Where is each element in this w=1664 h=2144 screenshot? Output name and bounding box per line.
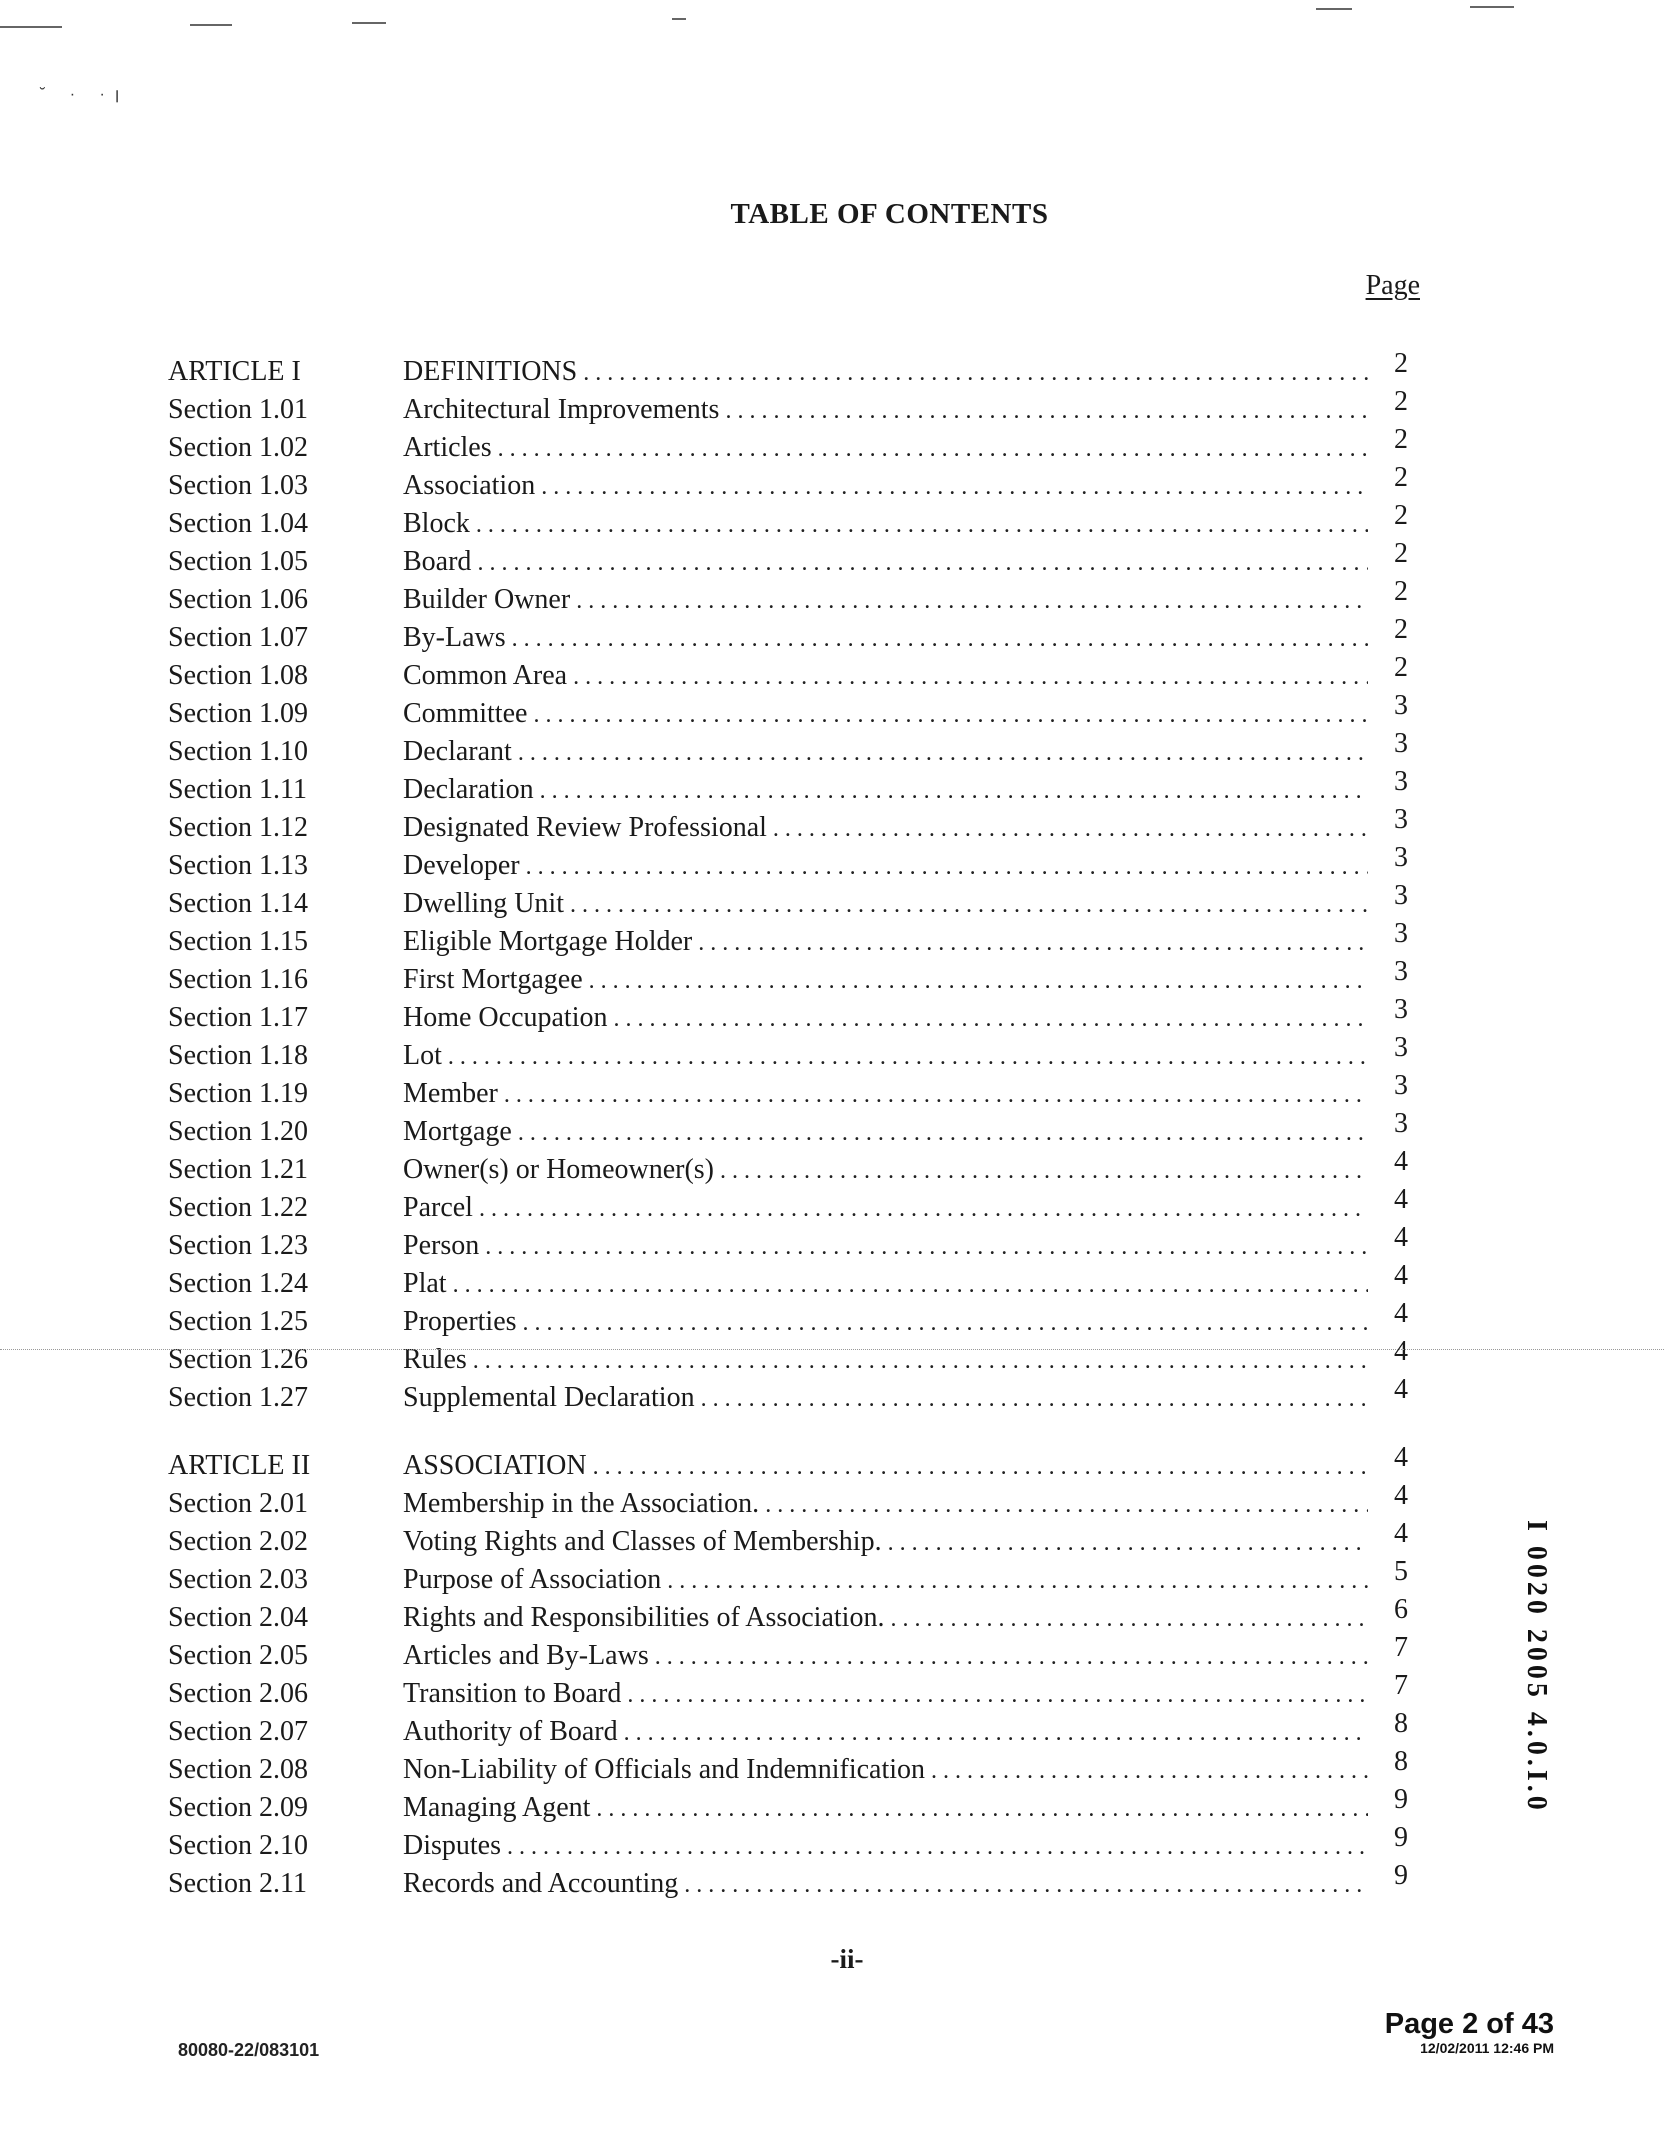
toc-entry xyxy=(168,1480,1408,1526)
toc-entry-label: Section 1.07 xyxy=(168,622,308,653)
toc-entry-page: 3 xyxy=(1394,880,1408,911)
toc-entry-label: Section 1.02 xyxy=(168,432,308,463)
dot-leader xyxy=(698,930,1368,957)
toc-entry-title: Board xyxy=(403,546,472,577)
toc-entry-label: Section 1.23 xyxy=(168,1230,308,1261)
toc-entry-title-cell xyxy=(403,736,1368,768)
toc-entry-label: Section 1.09 xyxy=(168,698,308,729)
toc-entry-title: Rules xyxy=(403,1344,467,1375)
dot-leader xyxy=(479,1196,1368,1223)
dot-leader xyxy=(931,1758,1368,1785)
toc-entry-page: 9 xyxy=(1394,1822,1408,1853)
toc-entry-title-cell xyxy=(403,1868,1368,1900)
toc-entry-label: Section 1.03 xyxy=(168,470,308,501)
scan-artifact xyxy=(1470,6,1514,8)
toc-entry-title: Non-Liability of Officials and Indemnification xyxy=(403,1754,926,1785)
toc-entry-label: Section 1.27 xyxy=(168,1382,308,1413)
toc-entry-title: Rights and Responsibilities of Association. xyxy=(403,1602,885,1633)
toc-entry-label: Section 1.11 xyxy=(168,774,307,805)
toc-entry xyxy=(168,348,1408,394)
toc-entry-title-cell xyxy=(403,926,1368,958)
toc-entry-title-cell xyxy=(403,1602,1368,1634)
toc-entry-title: Designated Review Professional xyxy=(403,812,767,843)
toc-entry-page: 3 xyxy=(1394,1070,1408,1101)
toc-entry xyxy=(168,386,1408,432)
toc-entry xyxy=(168,1442,1408,1488)
toc-entry xyxy=(168,1670,1408,1716)
toc-entry-title: Articles xyxy=(403,432,492,463)
toc-entry xyxy=(168,1860,1408,1906)
page-roman-numeral: -ii- xyxy=(830,1944,864,1974)
toc-entry-title: Supplemental Declaration xyxy=(403,1382,695,1413)
dot-leader xyxy=(507,1834,1368,1861)
toc-entry-label: Section 1.13 xyxy=(168,850,308,881)
toc-entry-page: 7 xyxy=(1394,1632,1408,1663)
toc-entry-title-cell xyxy=(403,1564,1368,1596)
dot-leader xyxy=(614,1006,1369,1033)
toc-entry-title: Plat xyxy=(403,1268,447,1299)
toc-entry xyxy=(168,1108,1408,1154)
dot-leader xyxy=(541,474,1368,501)
dot-leader xyxy=(518,1120,1368,1147)
toc-entry-page: 3 xyxy=(1394,690,1408,721)
toc-entry-title: Block xyxy=(403,508,470,539)
toc-entry-page: 4 xyxy=(1394,1298,1408,1329)
toc-entry-page: 2 xyxy=(1394,500,1408,531)
dot-leader xyxy=(533,702,1368,729)
toc-entry-label: Section 1.26 xyxy=(168,1344,308,1375)
toc-entry-label: Section 1.20 xyxy=(168,1116,308,1147)
toc-entry-title-cell xyxy=(403,1268,1368,1300)
dot-leader xyxy=(540,778,1368,805)
toc-entry xyxy=(168,1708,1408,1754)
toc-entry-label: ARTICLE I xyxy=(168,356,301,387)
toc-entry-title: Declarant xyxy=(403,736,512,767)
toc-entry-label: Section 1.25 xyxy=(168,1306,308,1337)
dot-leader xyxy=(596,1796,1368,1823)
dot-leader xyxy=(453,1272,1368,1299)
toc-entry-title: DEFINITIONS xyxy=(403,356,578,387)
toc-entry xyxy=(168,576,1408,622)
toc-entry xyxy=(168,652,1408,698)
dot-leader xyxy=(576,588,1368,615)
toc-entry-label: Section 1.24 xyxy=(168,1268,308,1299)
toc-entry-title-cell xyxy=(403,1716,1368,1748)
dot-leader xyxy=(498,436,1368,463)
toc-entry-page: 5 xyxy=(1394,1556,1408,1587)
toc-entry-title-cell xyxy=(403,888,1368,920)
toc-entry-page: 4 xyxy=(1394,1222,1408,1253)
toc-entry-title: Records and Accounting xyxy=(403,1868,679,1899)
toc-entry-title-cell xyxy=(403,508,1368,540)
toc-entry-title: Disputes xyxy=(403,1830,501,1861)
dot-leader xyxy=(624,1720,1368,1747)
toc-article-1 xyxy=(168,348,1408,1420)
toc-entry-label: Section 1.17 xyxy=(168,1002,308,1033)
toc-entry xyxy=(168,956,1408,1002)
dot-leader xyxy=(684,1872,1368,1899)
toc-entry xyxy=(168,804,1408,850)
toc-entry-title-cell xyxy=(403,812,1368,844)
toc-entry-page: 3 xyxy=(1394,804,1408,835)
toc-entry xyxy=(168,1260,1408,1306)
toc-entry-title-cell xyxy=(403,622,1368,654)
dot-leader xyxy=(473,1348,1368,1375)
toc-entry-label: Section 2.08 xyxy=(168,1754,308,1785)
toc-entry xyxy=(168,1822,1408,1868)
toc-entry-title: Parcel xyxy=(403,1192,473,1223)
toc-entry-label: Section 2.10 xyxy=(168,1830,308,1861)
scan-artifact xyxy=(0,26,62,28)
scan-artifact xyxy=(672,18,686,20)
toc-entry-label: Section 2.11 xyxy=(168,1868,307,1899)
toc-entry-title-cell xyxy=(403,850,1368,882)
dot-leader xyxy=(888,1530,1368,1557)
toc-entry-title: Declaration xyxy=(403,774,534,805)
toc-entry xyxy=(168,1070,1408,1116)
toc-entry-label: Section 2.02 xyxy=(168,1526,308,1557)
toc-entry-title: Common Area xyxy=(403,660,568,691)
toc-entry-title: Lot xyxy=(403,1040,442,1071)
toc-entry-label: Section 1.19 xyxy=(168,1078,308,1109)
toc-entry xyxy=(168,1518,1408,1564)
document-id: 80080-22/083101 xyxy=(178,2040,320,2060)
toc-entry xyxy=(168,1146,1408,1192)
toc-entry-title: Purpose of Association xyxy=(403,1564,662,1595)
dot-leader xyxy=(773,816,1368,843)
toc-entry xyxy=(168,766,1408,812)
toc-entry-page: 4 xyxy=(1394,1442,1408,1473)
toc-entry-label: Section 2.03 xyxy=(168,1564,308,1595)
toc-entry-title-cell xyxy=(403,774,1368,806)
dot-leader xyxy=(518,740,1368,767)
toc-entry xyxy=(168,424,1408,470)
toc-entry-title: Association xyxy=(403,470,536,501)
toc-entry xyxy=(168,1374,1408,1420)
toc-entry-title-cell xyxy=(403,1754,1368,1786)
toc-entry xyxy=(168,1556,1408,1602)
toc-entry-label: Section 1.18 xyxy=(168,1040,308,1071)
toc-entry-title-cell xyxy=(403,1116,1368,1148)
toc-entry-title: First Mortgagee xyxy=(403,964,583,995)
toc-entry-title-cell xyxy=(403,1488,1368,1520)
toc-entry-page: 3 xyxy=(1394,1032,1408,1063)
toc-entry-label: Section 1.14 xyxy=(168,888,308,919)
dot-leader xyxy=(627,1682,1368,1709)
toc-entry-title: Voting Rights and Classes of Membership. xyxy=(403,1526,882,1557)
toc-entry-title: Developer xyxy=(403,850,520,881)
toc-entry-label: Section 1.10 xyxy=(168,736,308,767)
toc-entry-label: Section 1.04 xyxy=(168,508,308,539)
toc-entry-title-cell xyxy=(403,1792,1368,1824)
toc-entry-title-cell xyxy=(403,1306,1368,1338)
dot-leader xyxy=(504,1082,1368,1109)
dot-leader xyxy=(720,1158,1368,1185)
toc-entry-label: Section 2.09 xyxy=(168,1792,308,1823)
toc-entry-label: Section 1.16 xyxy=(168,964,308,995)
toc-entry-title-cell xyxy=(403,1450,1368,1482)
toc-entry xyxy=(168,728,1408,774)
dot-leader xyxy=(512,626,1368,653)
toc-entry-page: 3 xyxy=(1394,956,1408,987)
toc-entry-page: 4 xyxy=(1394,1336,1408,1367)
toc-entry-page: 3 xyxy=(1394,1108,1408,1139)
toc-entry xyxy=(168,1222,1408,1268)
dot-leader xyxy=(890,1606,1368,1633)
dot-leader xyxy=(593,1454,1368,1481)
toc-entry-page: 7 xyxy=(1394,1670,1408,1701)
scan-artifact xyxy=(1316,8,1352,10)
toc-entry-label: Section 1.22 xyxy=(168,1192,308,1223)
dot-leader xyxy=(725,398,1368,425)
toc-entry-label: Section 1.12 xyxy=(168,812,308,843)
toc-entry-page: 2 xyxy=(1394,462,1408,493)
toc-entry-title: By-Laws xyxy=(403,622,506,653)
dot-leader xyxy=(448,1044,1368,1071)
dot-leader xyxy=(573,664,1368,691)
scan-artifact xyxy=(352,22,386,24)
toc-entry xyxy=(168,880,1408,926)
toc-entry-title-cell xyxy=(403,1078,1368,1110)
toc-entry-page: 4 xyxy=(1394,1146,1408,1177)
toc-entry-title-cell xyxy=(403,546,1368,578)
toc-entry-title-cell xyxy=(403,1230,1368,1262)
toc-entry-title-cell xyxy=(403,432,1368,464)
page-of-stamp xyxy=(1385,2008,1554,2056)
toc-entry-title-cell xyxy=(403,1526,1368,1558)
toc-entry-page: 9 xyxy=(1394,1784,1408,1815)
toc-entry-title: Home Occupation xyxy=(403,1002,608,1033)
toc-entry-page: 6 xyxy=(1394,1594,1408,1625)
margin-stamp xyxy=(1520,1520,1560,1830)
toc-entry xyxy=(168,1184,1408,1230)
toc-entry-label: Section 2.05 xyxy=(168,1640,308,1671)
toc-entry-page: 2 xyxy=(1394,576,1408,607)
margin-stamp-text: I 0020 2005 4.0.I.0 xyxy=(1521,1520,1552,1814)
toc-entry-title: Authority of Board xyxy=(403,1716,618,1747)
toc-entry-title: Eligible Mortgage Holder xyxy=(403,926,693,957)
toc-entry-label: Section 1.01 xyxy=(168,394,308,425)
toc-entry-title-cell xyxy=(403,698,1368,730)
toc-entry-title: Membership in the Association. xyxy=(403,1488,760,1519)
toc-entry-title-cell xyxy=(403,1678,1368,1710)
toc-entry-page: 3 xyxy=(1394,842,1408,873)
toc-entry xyxy=(168,1032,1408,1078)
toc-entry-title: Managing Agent xyxy=(403,1792,591,1823)
dot-leader xyxy=(667,1568,1368,1595)
toc-entry xyxy=(168,690,1408,736)
toc-entry-title: Dwelling Unit xyxy=(403,888,564,919)
document-title: TABLE OF CONTENTS xyxy=(730,198,1049,230)
toc-entry-label: Section 2.07 xyxy=(168,1716,308,1747)
toc-entry-page: 4 xyxy=(1394,1184,1408,1215)
toc-entry-page: 4 xyxy=(1394,1518,1408,1549)
toc-entry-page: 2 xyxy=(1394,614,1408,645)
toc-entry-label: Section 2.04 xyxy=(168,1602,308,1633)
dot-leader xyxy=(570,892,1368,919)
toc-entry-title-cell xyxy=(403,1154,1368,1186)
dot-leader xyxy=(485,1234,1368,1261)
toc-entry xyxy=(168,1746,1408,1792)
toc-entry xyxy=(168,1784,1408,1830)
toc-entry-title: Transition to Board xyxy=(403,1678,622,1709)
toc-entry-label: Section 1.08 xyxy=(168,660,308,691)
dot-leader xyxy=(477,550,1368,577)
dot-leader xyxy=(765,1492,1368,1519)
toc-entry-label: Section 2.01 xyxy=(168,1488,308,1519)
toc-article-2 xyxy=(168,1442,1408,1906)
dot-leader xyxy=(523,1310,1368,1337)
toc-entry-page: 3 xyxy=(1394,728,1408,759)
toc-entry-title-cell xyxy=(403,394,1368,426)
toc-entry-label: Section 1.06 xyxy=(168,584,308,615)
toc-entry-page: 2 xyxy=(1394,652,1408,683)
toc-entry-title-cell xyxy=(403,1040,1368,1072)
toc-entry xyxy=(168,994,1408,1040)
toc-entry xyxy=(168,538,1408,584)
toc-entry-page: 2 xyxy=(1394,348,1408,379)
toc-entry-page: 3 xyxy=(1394,918,1408,949)
dot-leader xyxy=(526,854,1368,881)
dot-leader xyxy=(583,360,1368,387)
toc-entry xyxy=(168,918,1408,964)
toc-entry xyxy=(168,500,1408,546)
toc-entry-label: ARTICLE II xyxy=(168,1450,311,1481)
toc-entry-page: 4 xyxy=(1394,1374,1408,1405)
toc-entry-title-cell xyxy=(403,470,1368,502)
toc-entry-title: ASSOCIATION xyxy=(403,1450,587,1481)
toc-entry xyxy=(168,1298,1408,1344)
toc-entry-label: Section 2.06 xyxy=(168,1678,308,1709)
toc-entry-page: 2 xyxy=(1394,424,1408,455)
toc-entry-page: 8 xyxy=(1394,1708,1408,1739)
toc-entry-label: Section 1.15 xyxy=(168,926,308,957)
dot-leader xyxy=(701,1386,1368,1413)
toc-entry-page: 4 xyxy=(1394,1480,1408,1511)
page-column-header: Page xyxy=(1365,270,1420,301)
toc-entry-title-cell xyxy=(403,1382,1368,1414)
toc-entry-page: 2 xyxy=(1394,386,1408,417)
toc-entry-page: 2 xyxy=(1394,538,1408,569)
toc-entry xyxy=(168,1632,1408,1678)
dot-leader xyxy=(655,1644,1368,1671)
toc-entry-page: 3 xyxy=(1394,766,1408,797)
toc-entry-title-cell xyxy=(403,356,1368,388)
toc-entry-title: Owner(s) or Homeowner(s) xyxy=(403,1154,715,1185)
toc-entry-label: Section 1.21 xyxy=(168,1154,308,1185)
toc-entry-title-cell xyxy=(403,660,1368,692)
toc-entry-title: Mortgage xyxy=(403,1116,512,1147)
toc-entry xyxy=(168,842,1408,888)
toc-entry-title: Member xyxy=(403,1078,498,1109)
toc-entry-title: Person xyxy=(403,1230,480,1261)
toc-entry-title-cell xyxy=(403,964,1368,996)
dot-leader xyxy=(476,512,1368,539)
toc-entry-title: Properties xyxy=(403,1306,517,1337)
toc-entry-page: 4 xyxy=(1394,1260,1408,1291)
toc-entry-title: Builder Owner xyxy=(403,584,571,615)
scan-fold-line xyxy=(0,1349,1664,1351)
toc-entry-page: 9 xyxy=(1394,1860,1408,1891)
dot-leader xyxy=(589,968,1368,995)
toc-entry-title-cell xyxy=(403,1002,1368,1034)
scan-artifact xyxy=(190,24,232,26)
toc-entry xyxy=(168,1594,1408,1640)
toc-entry-title-cell xyxy=(403,584,1368,616)
toc-entry-title: Committee xyxy=(403,698,528,729)
toc-entry xyxy=(168,614,1408,660)
toc-entry xyxy=(168,462,1408,508)
toc-entry-title-cell xyxy=(403,1830,1368,1862)
toc-entry-title-cell xyxy=(403,1640,1368,1672)
toc-entry-title: Articles and By-Laws xyxy=(403,1640,649,1671)
scan-artifact: ˘ · ·ꞁ xyxy=(40,86,130,103)
toc-entry-title: Architectural Improvements xyxy=(403,394,720,425)
toc-entry-page: 8 xyxy=(1394,1746,1408,1777)
toc-entry-page: 3 xyxy=(1394,994,1408,1025)
page-of-text: Page 2 of 43 xyxy=(1384,2008,1554,2040)
toc-entry-title-cell xyxy=(403,1192,1368,1224)
recording-timestamp: 12/02/2011 12:46 PM xyxy=(1420,2040,1554,2056)
toc-entry-label: Section 1.05 xyxy=(168,546,308,577)
